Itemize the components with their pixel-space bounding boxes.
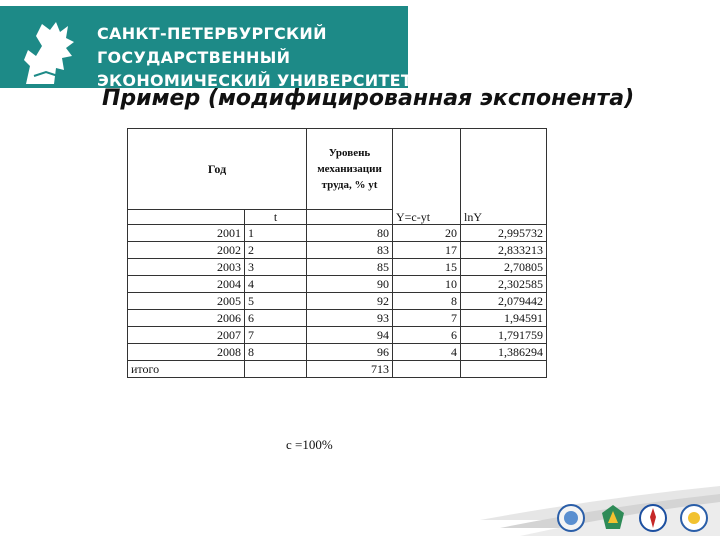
cell-lnY: 2,302585 [461,276,547,293]
emblem-icon-4 [679,503,709,533]
cell-t: 1 [245,225,307,242]
cell-year: 2006 [128,310,245,327]
cell-t: 5 [245,293,307,310]
cell-t: 3 [245,259,307,276]
cell-y: 92 [307,293,393,310]
table-row [128,276,547,293]
cell-blank [461,361,547,378]
cell-Y: 20 [393,225,461,242]
header-year: Год [128,129,307,210]
emblem-icon-1 [556,503,586,533]
cell-year: 2002 [128,242,245,259]
cell-lnY: 2,995732 [461,225,547,242]
cell-lnY: 1,94591 [461,310,547,327]
table-row [128,310,547,327]
cell-year: 2003 [128,259,245,276]
cell-y: 83 [307,242,393,259]
cell-Y: 15 [393,259,461,276]
cell-lnY: 1,791759 [461,327,547,344]
cell-Y: 6 [393,327,461,344]
table-subheader-row [128,210,547,225]
cell-y: 93 [307,310,393,327]
cell-t: 6 [245,310,307,327]
cell-t: 4 [245,276,307,293]
cell-year: 2008 [128,344,245,361]
cell-y: 80 [307,225,393,242]
subheader-blank [128,210,245,225]
griffin-icon [16,16,82,88]
table-row [128,327,547,344]
table-header-row [128,129,547,210]
cell-y: 85 [307,259,393,276]
cell-lnY: 2,833213 [461,242,547,259]
cell-year: 2001 [128,225,245,242]
cell-year: 2004 [128,276,245,293]
header [0,0,720,92]
university-name-line-3: ЭКОНОМИЧЕСКИЙ УНИВЕРСИТЕТ [97,71,413,90]
cell-blank [245,361,307,378]
table-row [128,242,547,259]
cell-y: 96 [307,344,393,361]
table-row [128,293,547,310]
cell-Y: 4 [393,344,461,361]
header-blank-1 [393,129,461,210]
cell-year: 2007 [128,327,245,344]
cell-t: 7 [245,327,307,344]
slide-title: Пример (модифицированная экспонента) [102,86,635,111]
table-total-row [128,361,547,378]
cell-t: 8 [245,344,307,361]
subheader-lnY: lnY [461,210,547,225]
university-banner [0,6,413,90]
cell-total-value: 713 [307,361,393,378]
cell-blank [393,361,461,378]
cell-Y: 8 [393,293,461,310]
cell-Y: 10 [393,276,461,293]
cell-y: 90 [307,276,393,293]
table-row [128,225,547,242]
header-blank-2 [461,129,547,210]
formula-text: c =100% [286,437,333,452]
cell-t: 2 [245,242,307,259]
cell-y: 94 [307,327,393,344]
university-name-line-2: ГОСУДАРСТВЕННЫЙ [97,48,291,67]
cell-lnY: 2,70805 [461,259,547,276]
table-row [128,259,547,276]
cell-lnY: 2,079442 [461,293,547,310]
cell-Y: 17 [393,242,461,259]
cell-year: 2005 [128,293,245,310]
header-level: Уровень механизации труда, % yt [307,129,393,210]
subheader-t: t [245,210,307,225]
cell-total-label: итого [128,361,245,378]
university-name-line-1: САНКТ-ПЕТЕРБУРГСКИЙ [97,24,327,43]
cell-lnY: 1,386294 [461,344,547,361]
subheader-Y: Y=c-yt [393,210,461,225]
table-row [128,344,547,361]
subheader-blank-2 [307,210,393,225]
cell-Y: 7 [393,310,461,327]
data-table [127,128,547,378]
emblem-icon-2 [598,503,628,533]
emblem-icon-3 [638,503,668,533]
